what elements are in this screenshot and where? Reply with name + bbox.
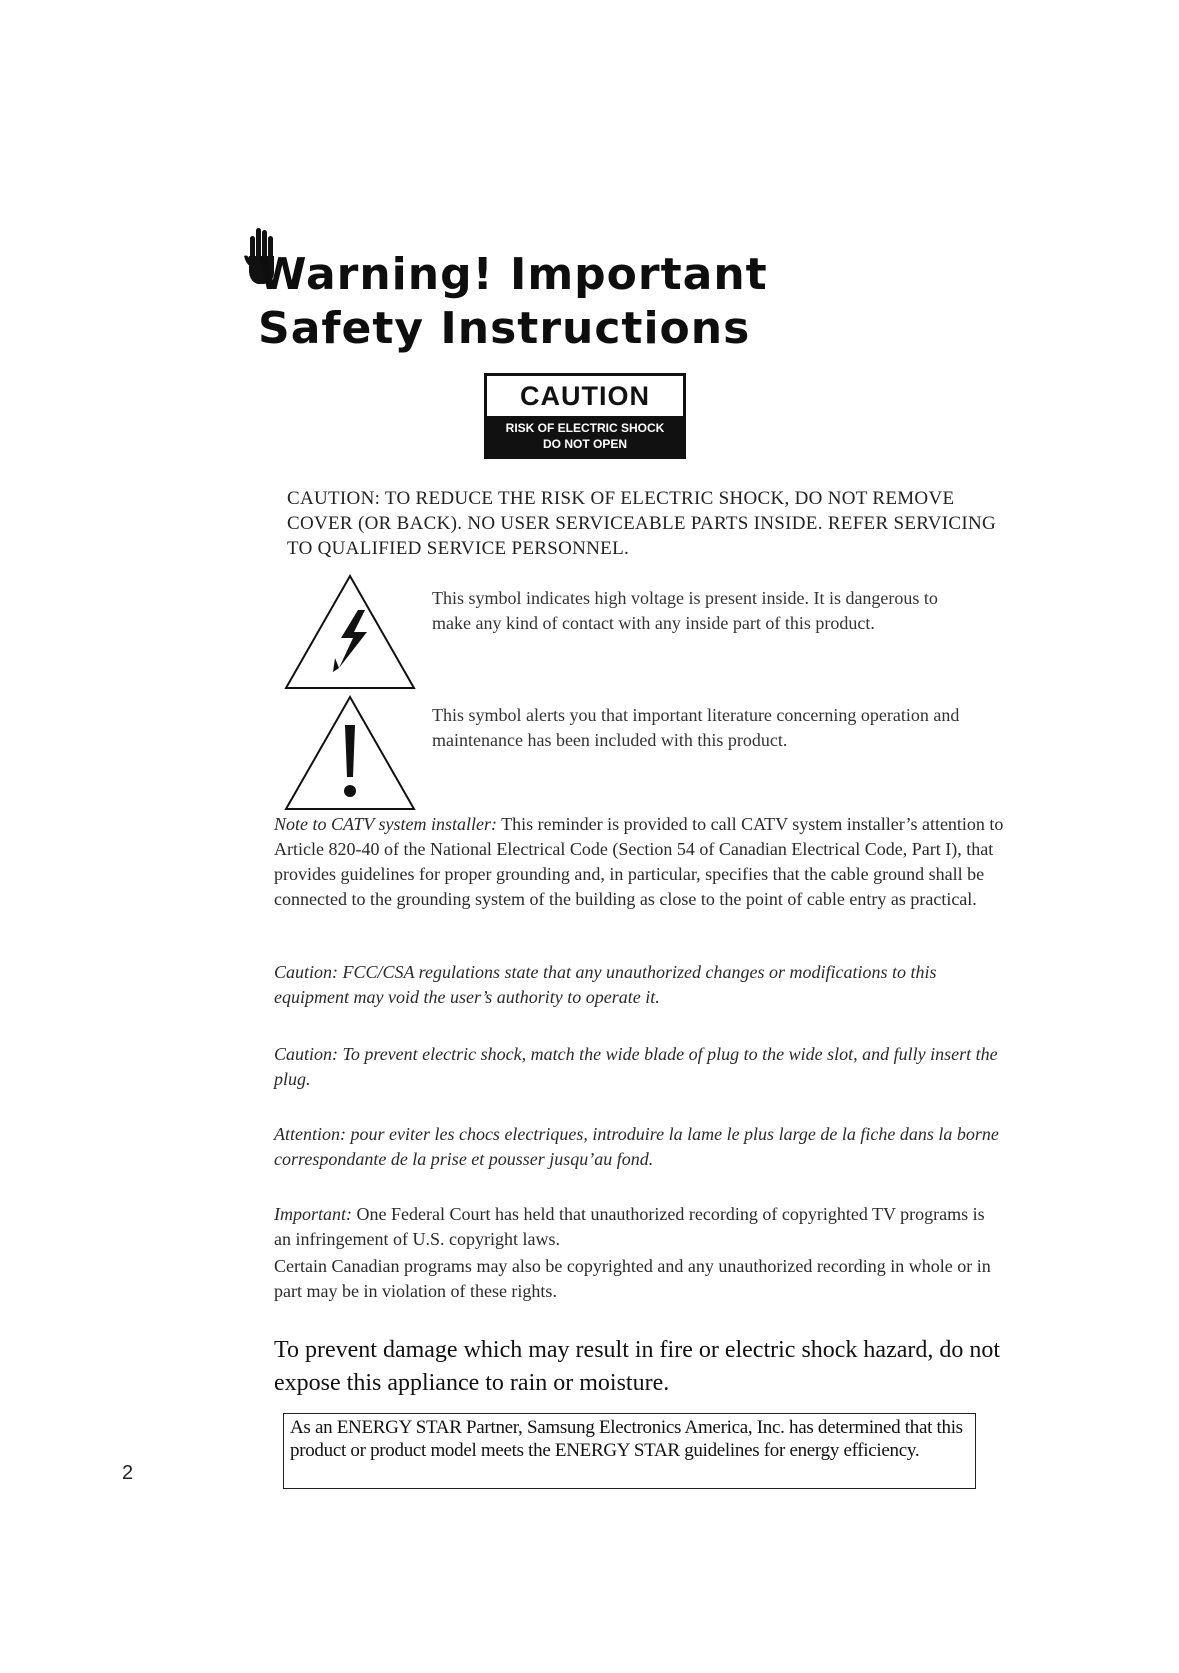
title-line-2: Safety Instructions (258, 303, 751, 354)
attention-french: Attention: pour eviter les chocs electriques, introduire la lame le plus large de la fiche dans la borne correspondante de la prise et pousser jusqu’au fond. (274, 1124, 999, 1169)
caution-label-line-1: RISK OF ELECTRIC SHOCK (505, 421, 665, 435)
symbol-description-literature: This symbol alerts you that important literature concerning operation and maintenance has been included with this product. (432, 705, 960, 750)
important-label: Important: (274, 1204, 352, 1224)
catv-note-text: This reminder is provided to call CATV system installer’s attention to Article 820-40 of the National Electrical Code (Section 54 of Canadian Electrical Code, Part I), that provides guidelines for proper grounding and, in particular, specifies that the cable ground shall be connected to the grounding system of the building as close to the point of cable entry as practical. (274, 814, 1004, 909)
energy-star-box: As an ENERGY STAR Partner, Samsung Electronics America, Inc. has determined that this product or product model meets the ENERGY STAR guidelines for energy efficiency. (283, 1413, 976, 1489)
symbol-description-voltage: This symbol indicates high voltage is present inside. It is dangerous to make any kind of contact with any inside part of this product. (432, 588, 938, 633)
page-title (258, 248, 768, 356)
page-number: 2 (122, 1462, 134, 1484)
fcc-caution: Caution: FCC/CSA regulations state that any unauthorized changes or modifications to this equipment may void the user’s authority to operate it. (274, 962, 937, 1007)
catv-note-label: Note to CATV system installer: (274, 814, 497, 834)
caution-label (484, 373, 686, 459)
caution-text: CAUTION: TO REDUCE THE RISK OF ELECTRIC SHOCK, DO NOT REMOVE COVER (OR BACK). NO USER SERVICEABLE PARTS INSIDE. REFER SERVICING TO QUALIFIED SERVICE PERSONNEL. (287, 488, 997, 559)
important-text: One Federal Court has held that unauthorized recording of copyrighted TV programs is an infringement of U.S. copyright laws. (274, 1204, 985, 1249)
catv-note (274, 812, 1004, 912)
caution-label-box (487, 416, 683, 456)
lightning-bolt-triangle-icon (283, 572, 418, 692)
exclamation-triangle-icon (283, 693, 418, 813)
title-line-1: Warning! Important (258, 249, 768, 300)
important-note (274, 1202, 1004, 1252)
caution-label-heading: CAUTION (520, 381, 650, 411)
moisture-warning: To prevent damage which may result in fire or electric shock hazard, do not expose this appliance to rain or moisture. (274, 1337, 1001, 1396)
important-note-canada: Certain Canadian programs may also be copyrighted and any unauthorized recording in whole or in part may be in violation of these rights. (274, 1256, 991, 1301)
plug-caution: Caution: To prevent electric shock, match the wide blade of plug to the wide slot, and fully insert the plug. (274, 1044, 998, 1089)
caution-label-line-2: DO NOT OPEN (542, 437, 627, 451)
